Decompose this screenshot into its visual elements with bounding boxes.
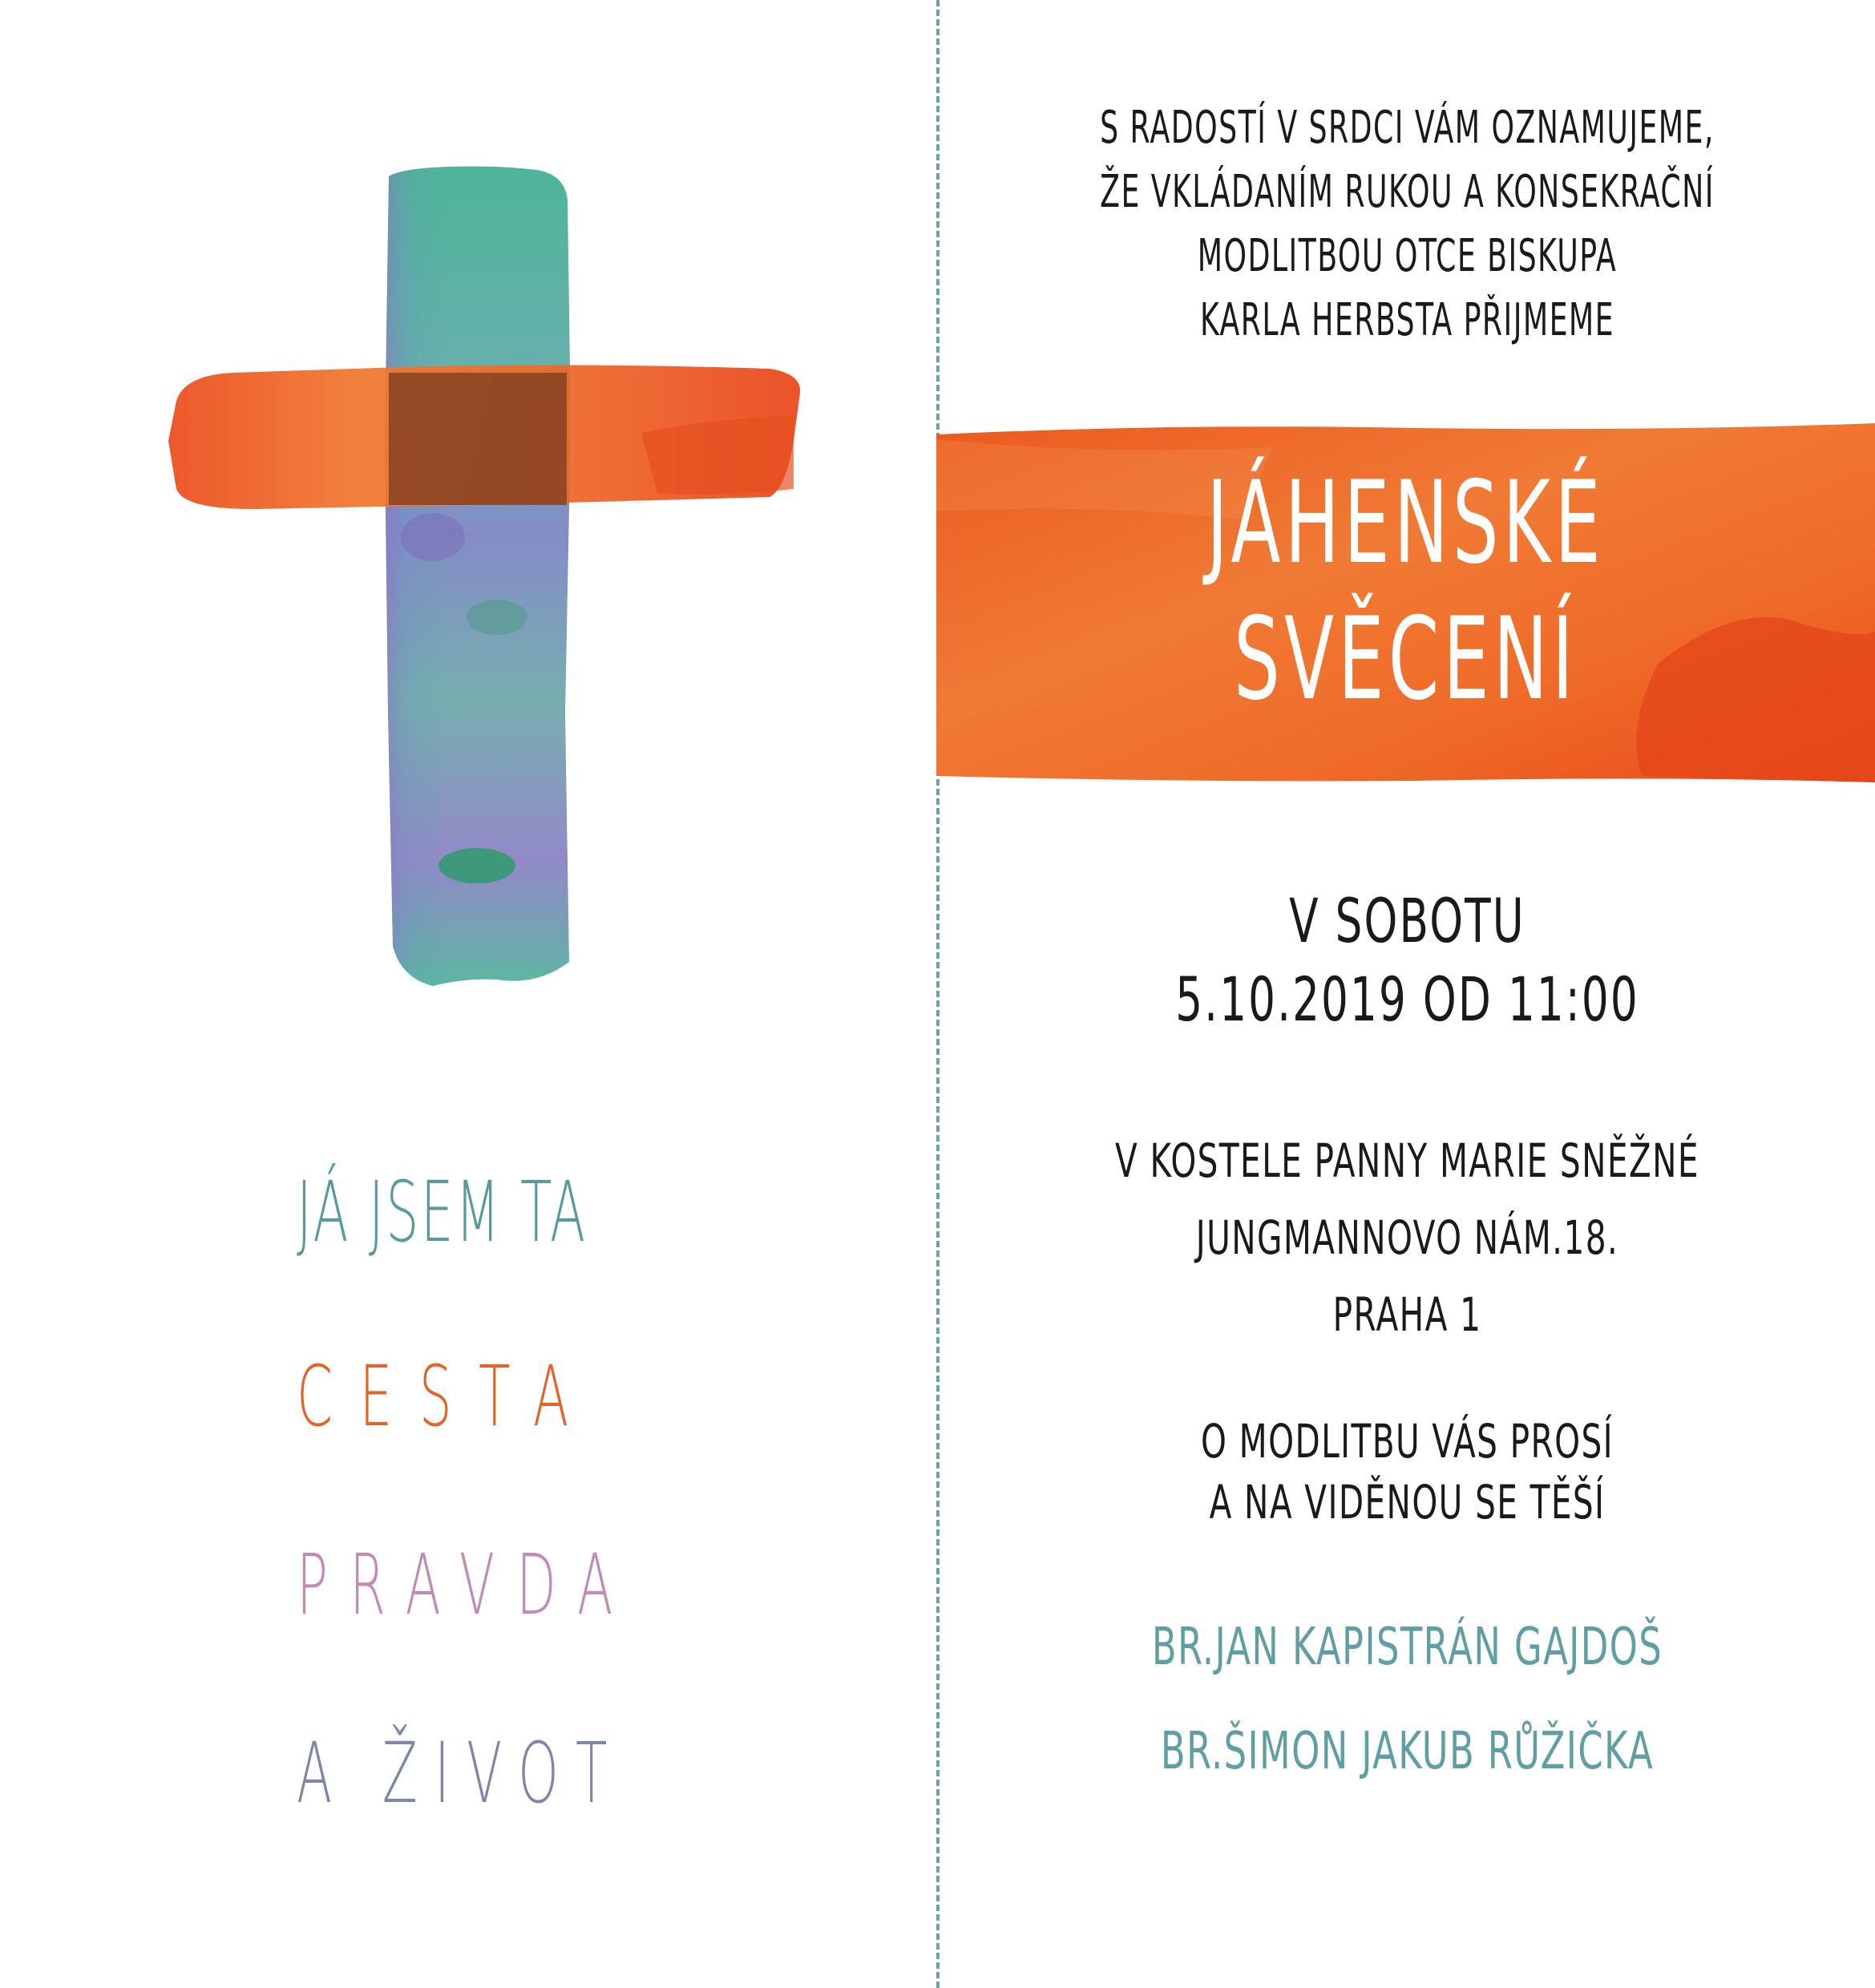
names-text (940, 1595, 1875, 1804)
place-line-3: PRAHA 1 (1332, 1287, 1482, 1342)
prayer-line-1: O MODLITBU VÁS PROSÍ (1200, 1414, 1614, 1469)
intro-text (940, 96, 1875, 353)
date-text (940, 882, 1875, 1039)
right-panel (940, 0, 1875, 1988)
place-line-1: V KOSTELE PANNY MARIE SNĚŽNÉ (1115, 1133, 1699, 1188)
intro-line-2: ŽE VKLÁDANÍM RUKOU A KONSEKRAČNÍ (1100, 166, 1715, 218)
name-1: BR.JAN KAPISTRÁN GAJDOŠ (1151, 1618, 1663, 1677)
title-text (936, 455, 1875, 728)
title-line-2: SVĚCENÍ (1234, 593, 1578, 725)
intro-line-3: MODLITBOU OTCE BISKUPA (1197, 230, 1618, 282)
date-line-1: V SOBOTU (1289, 885, 1525, 956)
left-panel (0, 0, 936, 1988)
motto-line-3: PRAVDA (297, 1536, 635, 1634)
motto-line-1: JÁ JSEM TA (297, 1163, 588, 1261)
prayer-text (940, 1411, 1875, 1533)
date-line-2: 5.10.2019 OD 11:00 (1175, 964, 1639, 1035)
title-band (936, 423, 1875, 782)
intro-line-1: S RADOSTÍ V SRDCI VÁM OZNAMUJEME, (1100, 102, 1715, 154)
motto-line-4: A ŽIVOT (297, 1724, 624, 1822)
intro-line-4: KARLA HERBSTA PŘIJMEME (1199, 294, 1615, 346)
place-line-2: JUNGMANNOVO NÁM.18. (1195, 1210, 1619, 1265)
name-2: BR.ŠIMON JAKUB RŮŽIČKA (1160, 1722, 1655, 1781)
watercolor-cross-icon (160, 152, 818, 1010)
motto-line-2: CESTA (297, 1348, 596, 1445)
title-line-1: JÁHENSKÉ (1206, 457, 1605, 589)
place-text (940, 1122, 1875, 1353)
prayer-line-2: A NA VIDĚNOU SE TĚŠÍ (1209, 1475, 1606, 1529)
